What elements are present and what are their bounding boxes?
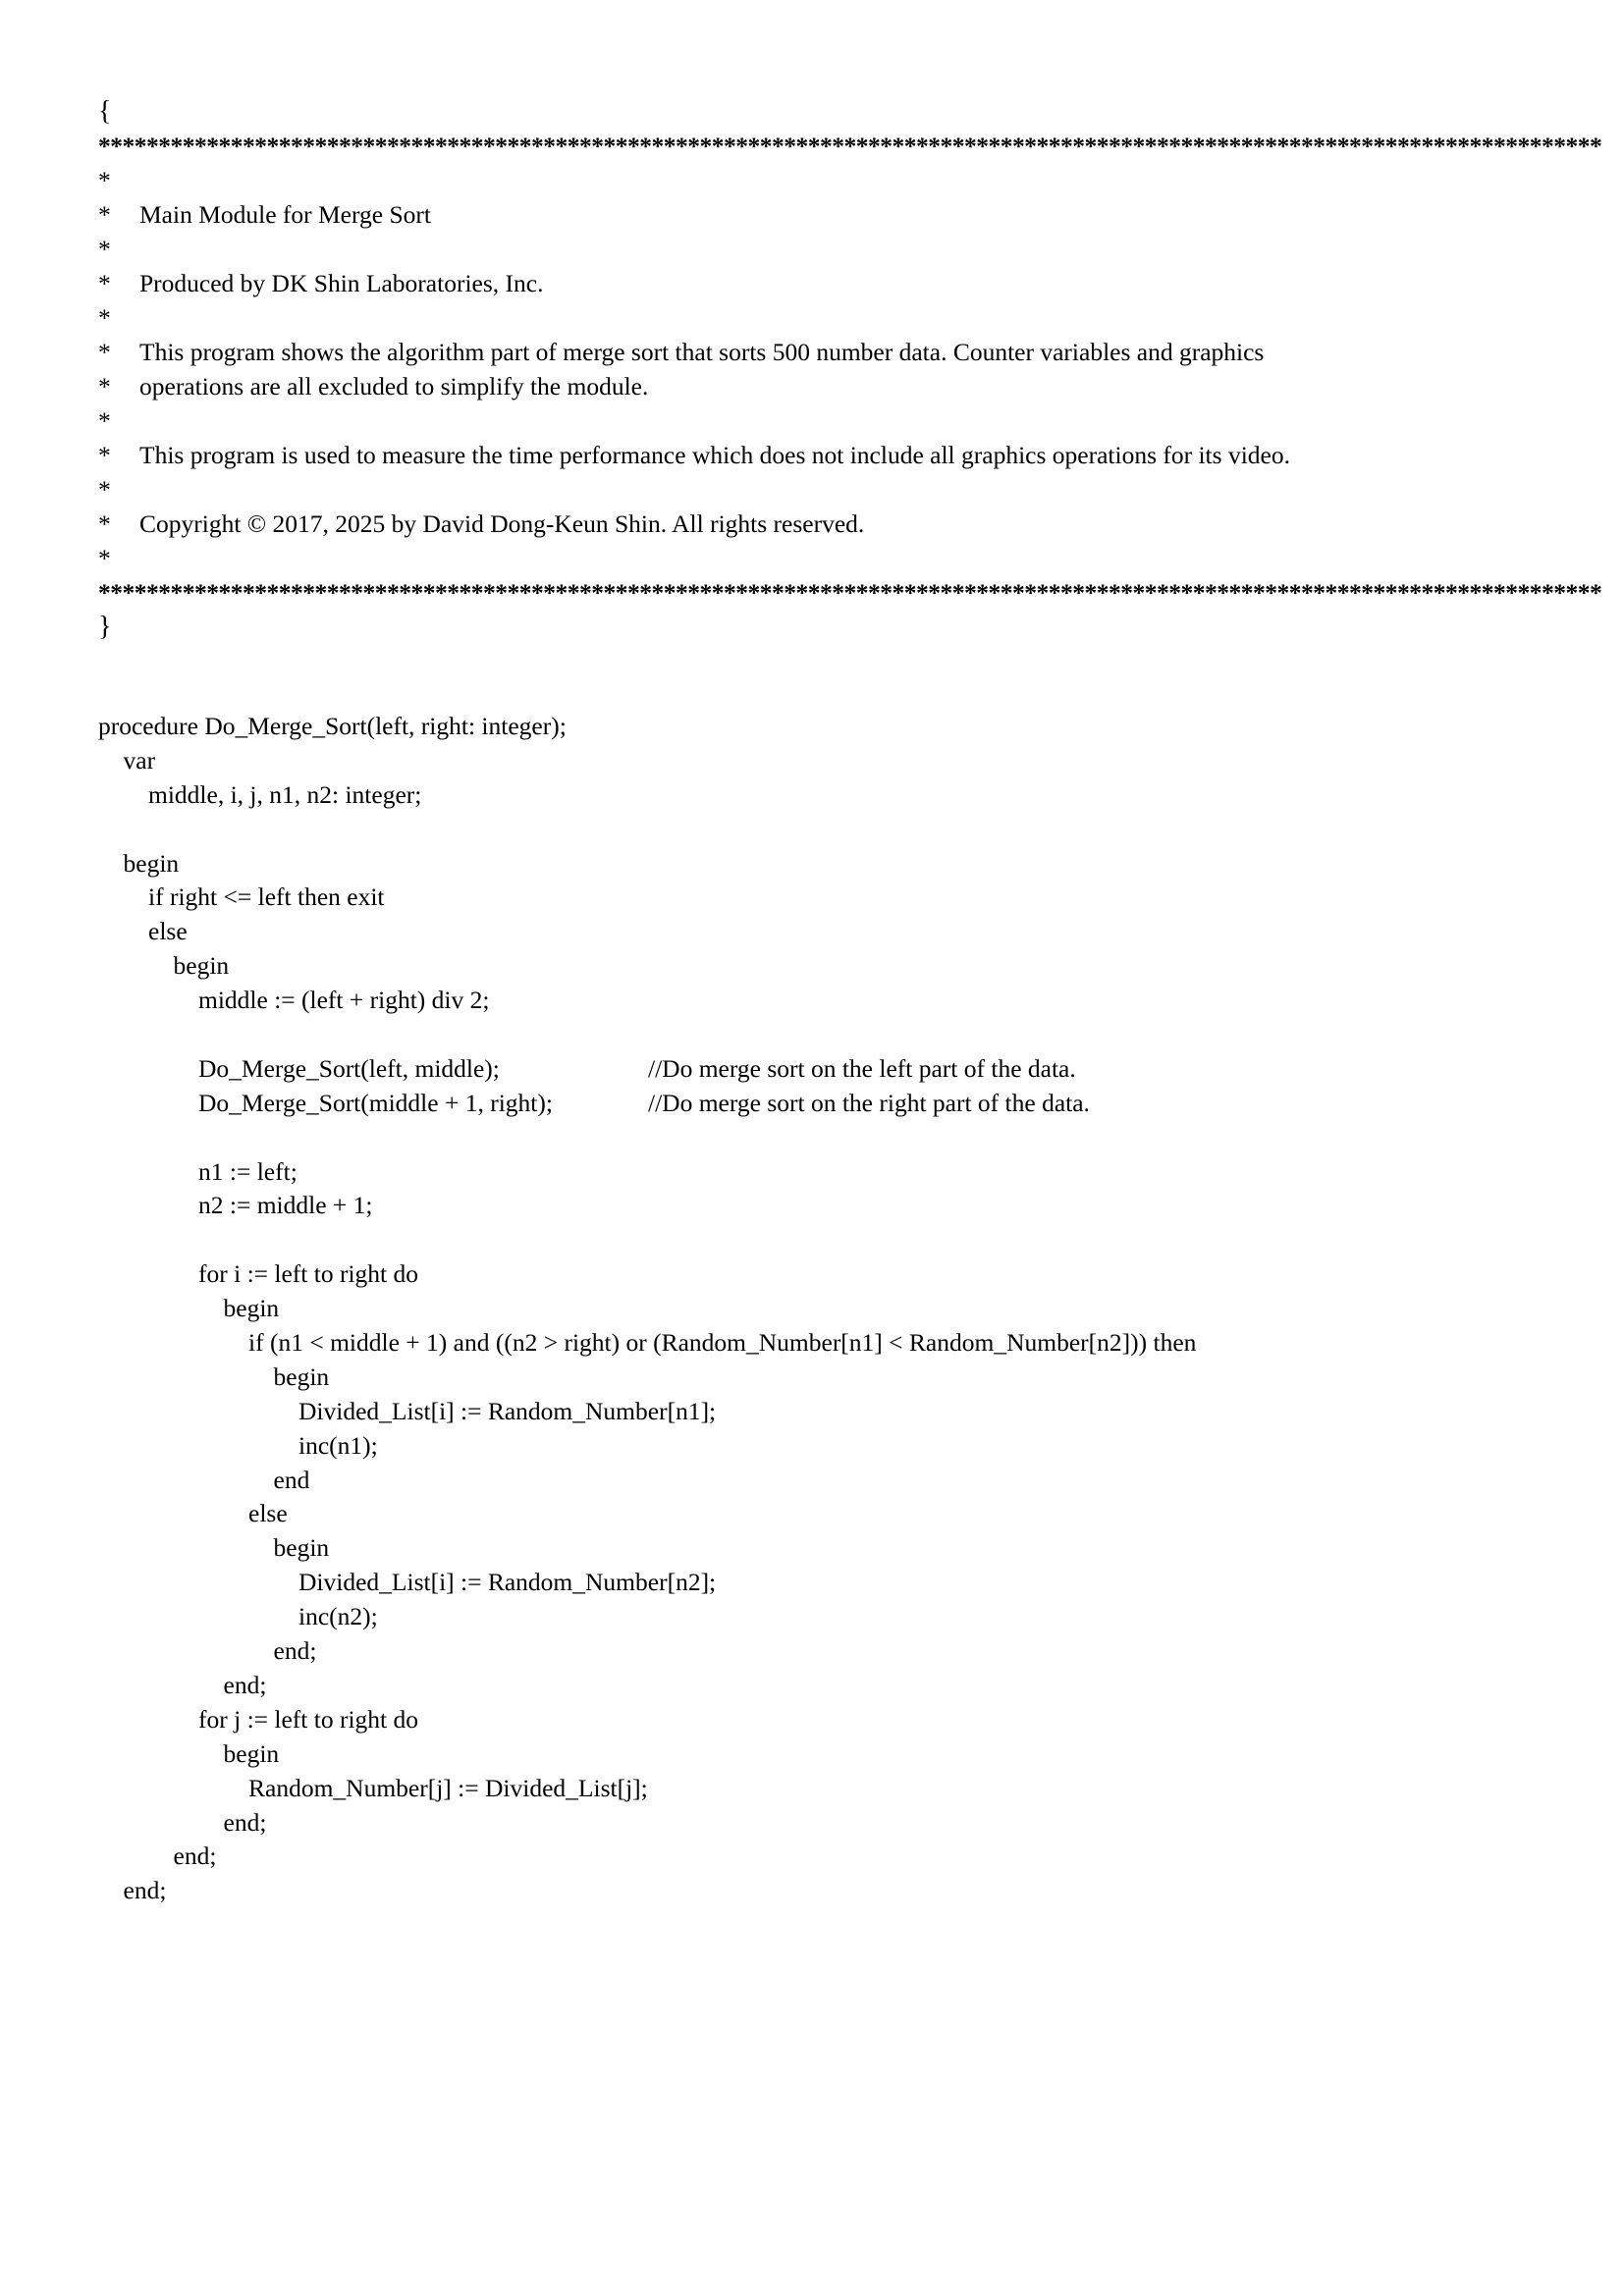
- code-line-comment: //Do merge sort on the right part of the data.: [648, 1088, 1090, 1117]
- code-line: [98, 1326, 1571, 1361]
- header-line: [98, 403, 1532, 438]
- code-line: [98, 1464, 1571, 1498]
- header-line-text: operations are all excluded to simplify the module.: [139, 372, 649, 400]
- code-line: [98, 1840, 1571, 1874]
- code-line-text: middle := (left + right) div 2;: [98, 986, 490, 1015]
- code-line-text: Do_Merge_Sort(left, middle);: [98, 1053, 500, 1083]
- header-line-text: This program shows the algorithm part of merge sort that sorts 500 number data. Counter variables and graphics: [139, 338, 1265, 366]
- code-line: [98, 1257, 1571, 1292]
- code-line: [98, 1223, 1571, 1257]
- code-line-text: end: [98, 1465, 310, 1494]
- code-line: [98, 1497, 1571, 1531]
- header-bottom-border: *****************************************************************************************************************************: [98, 578, 1602, 607]
- code-line-text: begin: [98, 1294, 280, 1323]
- header-line-star: *: [98, 200, 111, 229]
- code-line-text: end;: [98, 1876, 167, 1905]
- header-line-star: *: [98, 509, 111, 538]
- header-line-text: This program is used to measure the time performance which does not include all graphics operations for its video.: [139, 441, 1290, 469]
- code-line-text: for j := left to right do: [98, 1704, 419, 1734]
- header-line-star: *: [98, 475, 111, 504]
- code-line: [98, 813, 1571, 847]
- code-line-text: Random_Number[j] := Divided_List[j];: [98, 1773, 648, 1802]
- header-line: [98, 300, 1532, 335]
- header-line-star: *: [98, 269, 111, 297]
- code-line: [98, 847, 1571, 881]
- code-line: [98, 1669, 1571, 1703]
- code-line-text: Divided_List[i] := Random_Number[n2];: [98, 1568, 717, 1597]
- code-line: [98, 1566, 1571, 1600]
- header-line: [98, 266, 1532, 300]
- code-block: [98, 710, 1571, 1908]
- code-line-text: else: [98, 1499, 288, 1528]
- code-line-text: else: [98, 917, 188, 946]
- code-line-text: end;: [98, 1670, 267, 1699]
- code-line-comment: //Do merge sort on the left part of the data.: [648, 1053, 1076, 1083]
- code-line: [98, 881, 1571, 915]
- code-line-text: end;: [98, 1636, 317, 1666]
- header-line: [98, 335, 1532, 369]
- code-line: [98, 1634, 1571, 1669]
- code-line-text: begin: [98, 951, 230, 981]
- header-comment-block: [98, 94, 1602, 644]
- code-line: [98, 1121, 1571, 1155]
- header-lines: [98, 163, 1532, 575]
- code-line-text: end;: [98, 1807, 267, 1837]
- header-line: [98, 541, 1532, 575]
- header-line-text: Copyright © 2017, 2025 by David Dong-Keun Shin. All rights reserved.: [139, 509, 865, 538]
- code-line-text: begin: [98, 848, 180, 878]
- header-line-star: *: [98, 406, 111, 435]
- header-line-star: *: [98, 441, 111, 469]
- code-line-text: n2 := middle + 1;: [98, 1191, 373, 1220]
- header-line-star: *: [98, 303, 111, 332]
- code-line-text: begin: [98, 1362, 330, 1391]
- header-line-star: *: [98, 372, 111, 400]
- code-line: [98, 1429, 1571, 1464]
- code-line: [98, 915, 1571, 949]
- header-line: [98, 197, 1532, 232]
- code-line: [98, 984, 1571, 1018]
- header-line-star: *: [98, 235, 111, 263]
- code-line: [98, 1189, 1571, 1223]
- header-line: [98, 438, 1532, 472]
- header-line: [98, 163, 1532, 197]
- code-line: [98, 1395, 1571, 1429]
- code-line: [98, 1703, 1571, 1737]
- code-line-text: for i := left to right do: [98, 1259, 419, 1289]
- code-line-text: inc(n1);: [98, 1430, 378, 1460]
- header-line: [98, 232, 1532, 266]
- header-open-brace: {: [98, 96, 112, 127]
- header-line-star: *: [98, 544, 111, 572]
- code-line: [98, 1806, 1571, 1841]
- code-line: [98, 1737, 1571, 1772]
- code-line: [98, 710, 1571, 744]
- code-line: [98, 1600, 1571, 1634]
- code-line: [98, 1874, 1571, 1908]
- code-line-text: middle, i, j, n1, n2: integer;: [98, 779, 422, 809]
- code-line: [98, 1772, 1571, 1806]
- header-line-star: *: [98, 338, 111, 366]
- code-line: [98, 1292, 1571, 1326]
- code-line-text: begin: [98, 1738, 280, 1768]
- header-close-brace: }: [98, 612, 112, 642]
- code-line-text: Divided_List[i] := Random_Number[n1];: [98, 1396, 717, 1425]
- code-line-text: Do_Merge_Sort(middle + 1, right);: [98, 1088, 553, 1117]
- code-line-text: end;: [98, 1842, 217, 1871]
- header-line: [98, 507, 1532, 541]
- code-line-text: var: [98, 745, 156, 774]
- code-line: [98, 744, 1571, 778]
- header-line-text: Main Module for Merge Sort: [139, 200, 431, 229]
- code-line-text: begin: [98, 1533, 330, 1563]
- code-line-text: inc(n2);: [98, 1602, 378, 1631]
- header-line-text: Produced by DK Shin Laboratories, Inc.: [139, 269, 544, 297]
- code-line-text: if (n1 < middle + 1) and ((n2 > right) or (Random_Number[n1] < Random_Number[n2])) then: [98, 1328, 1197, 1358]
- code-line: [98, 778, 1571, 813]
- header-top-border: *****************************************************************************************************************************: [98, 132, 1602, 160]
- code-line-text: if right <= left then exit: [98, 882, 385, 912]
- header-line: [98, 369, 1532, 403]
- code-line-text: procedure Do_Merge_Sort(left, right: integer);: [98, 712, 567, 740]
- code-line: [98, 1531, 1571, 1566]
- code-line: [98, 1155, 1571, 1190]
- code-line-text: n1 := left;: [98, 1156, 298, 1186]
- header-line: [98, 472, 1532, 507]
- code-line: [98, 949, 1571, 984]
- code-line: [98, 1361, 1571, 1395]
- header-line-star: *: [98, 166, 111, 194]
- code-line: [98, 1087, 1571, 1121]
- code-line: [98, 1052, 1571, 1087]
- code-line: [98, 1018, 1571, 1052]
